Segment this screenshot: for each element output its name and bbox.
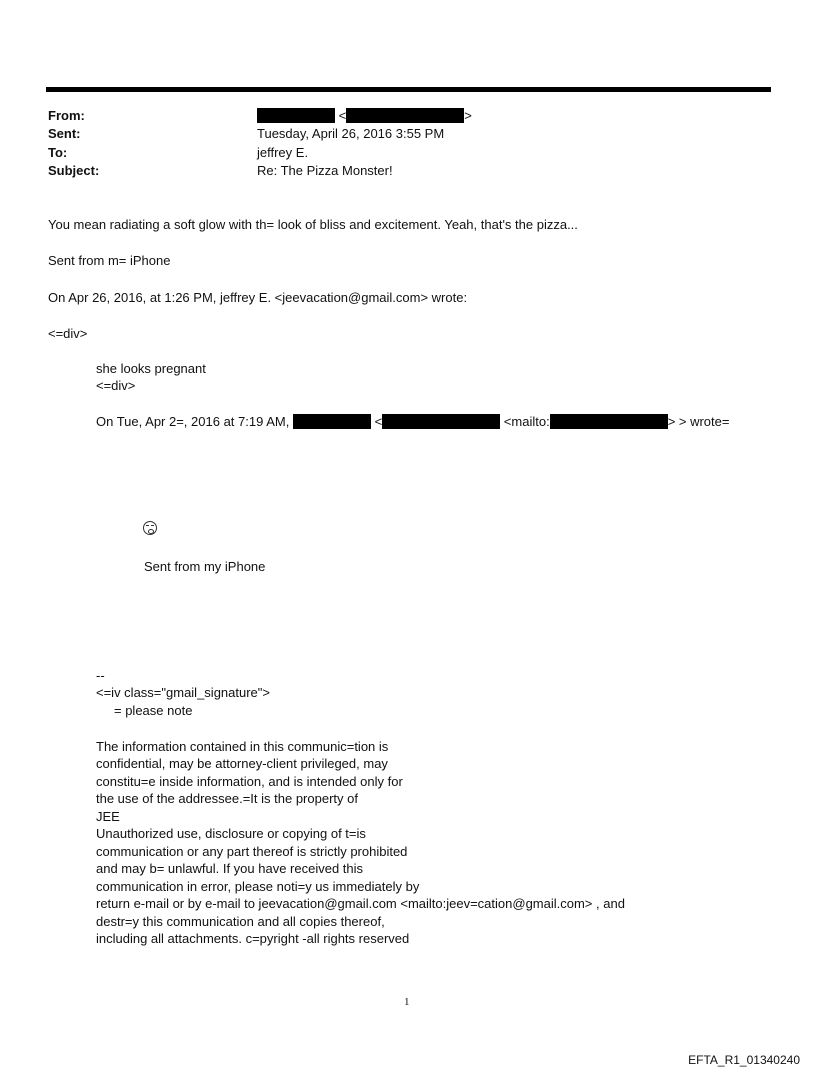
- from-label: From:: [48, 108, 85, 123]
- disclaimer-line: including all attachments. c=pyright -all rights reserved: [96, 931, 410, 946]
- disclaimer-line: the use of the addressee.=It is the property of: [96, 791, 358, 806]
- redaction-block: [382, 414, 500, 429]
- sent-value: Tuesday, April 26, 2016 3:55 PM: [257, 126, 445, 141]
- subject-value: Re: The Pizza Monster!: [257, 163, 393, 178]
- redaction-block: [346, 108, 464, 123]
- quoted-line: she looks pregnant: [96, 361, 206, 376]
- to-label: To:: [48, 145, 68, 160]
- signature-note: = please note: [114, 703, 193, 718]
- emoji-mouth: [148, 529, 154, 534]
- disclaimer-line: Unauthorized use, disclosure or copying of t=is: [96, 826, 366, 841]
- nested-sent-line: Sent from my iPhone: [144, 559, 266, 574]
- disclaimer-line: JEE: [96, 809, 120, 824]
- disclaimer-line: communication or any part thereof is strictly prohibited: [96, 844, 408, 859]
- bates-number: EFTA_R1_01340240: [688, 1053, 800, 1067]
- body-line: On Apr 26, 2016, at 1:26 PM, jeffrey E. <jeevacation@gmail.com> wrote:: [48, 290, 468, 305]
- signature-dashes: --: [96, 668, 105, 683]
- signature-div: <=iv class="gmail_signature">: [96, 685, 270, 700]
- disclaimer-line: constitu=e inside information, and is intended only for: [96, 774, 403, 789]
- emoji-eye: [151, 525, 154, 528]
- sent-label: Sent:: [48, 126, 81, 141]
- from-lt: <: [338, 108, 347, 123]
- astonished-face-icon: [143, 521, 157, 535]
- disclaimer-line: confidential, may be attorney-client privileged, may: [96, 756, 388, 771]
- from-value: [257, 108, 472, 123]
- attribution-end: > > wrote=: [667, 414, 730, 429]
- body-line: <=div>: [48, 326, 88, 341]
- quoted-line: <=div>: [96, 378, 136, 393]
- redaction-block: [257, 108, 335, 123]
- body-line: Sent from m= iPhone: [48, 253, 171, 268]
- redaction-block: [293, 414, 371, 429]
- disclaimer-line: destr=y this communication and all copies thereof,: [96, 914, 385, 929]
- quoted-attribution: [96, 414, 729, 429]
- attribution-mailto: <mailto:: [503, 414, 550, 429]
- from-gt: >: [464, 108, 472, 123]
- disclaimer-line: communication in error, please noti=y us immediately by: [96, 879, 420, 894]
- redaction-block: [550, 414, 668, 429]
- page-number: 1: [404, 996, 410, 1008]
- emoji-eye: [146, 525, 149, 528]
- attribution-lt: <: [374, 414, 383, 429]
- disclaimer-line: and may b= unlawful. If you have received this: [96, 861, 364, 876]
- disclaimer-line: The information contained in this communic=tion is: [96, 739, 389, 754]
- disclaimer-line: return e-mail or by e-mail to jeevacation@gmail.com <mailto:jeev=cation@gmail.com> , and: [96, 896, 625, 911]
- header-rule: [46, 87, 771, 92]
- attribution-text: On Tue, Apr 2=, 2016 at 7:19 AM,: [96, 414, 290, 429]
- subject-label: Subject:: [48, 163, 100, 178]
- to-value: jeffrey E.: [257, 145, 309, 160]
- body-line: You mean radiating a soft glow with th= look of bliss and excitement. Yeah, that's the pizza...: [48, 217, 578, 232]
